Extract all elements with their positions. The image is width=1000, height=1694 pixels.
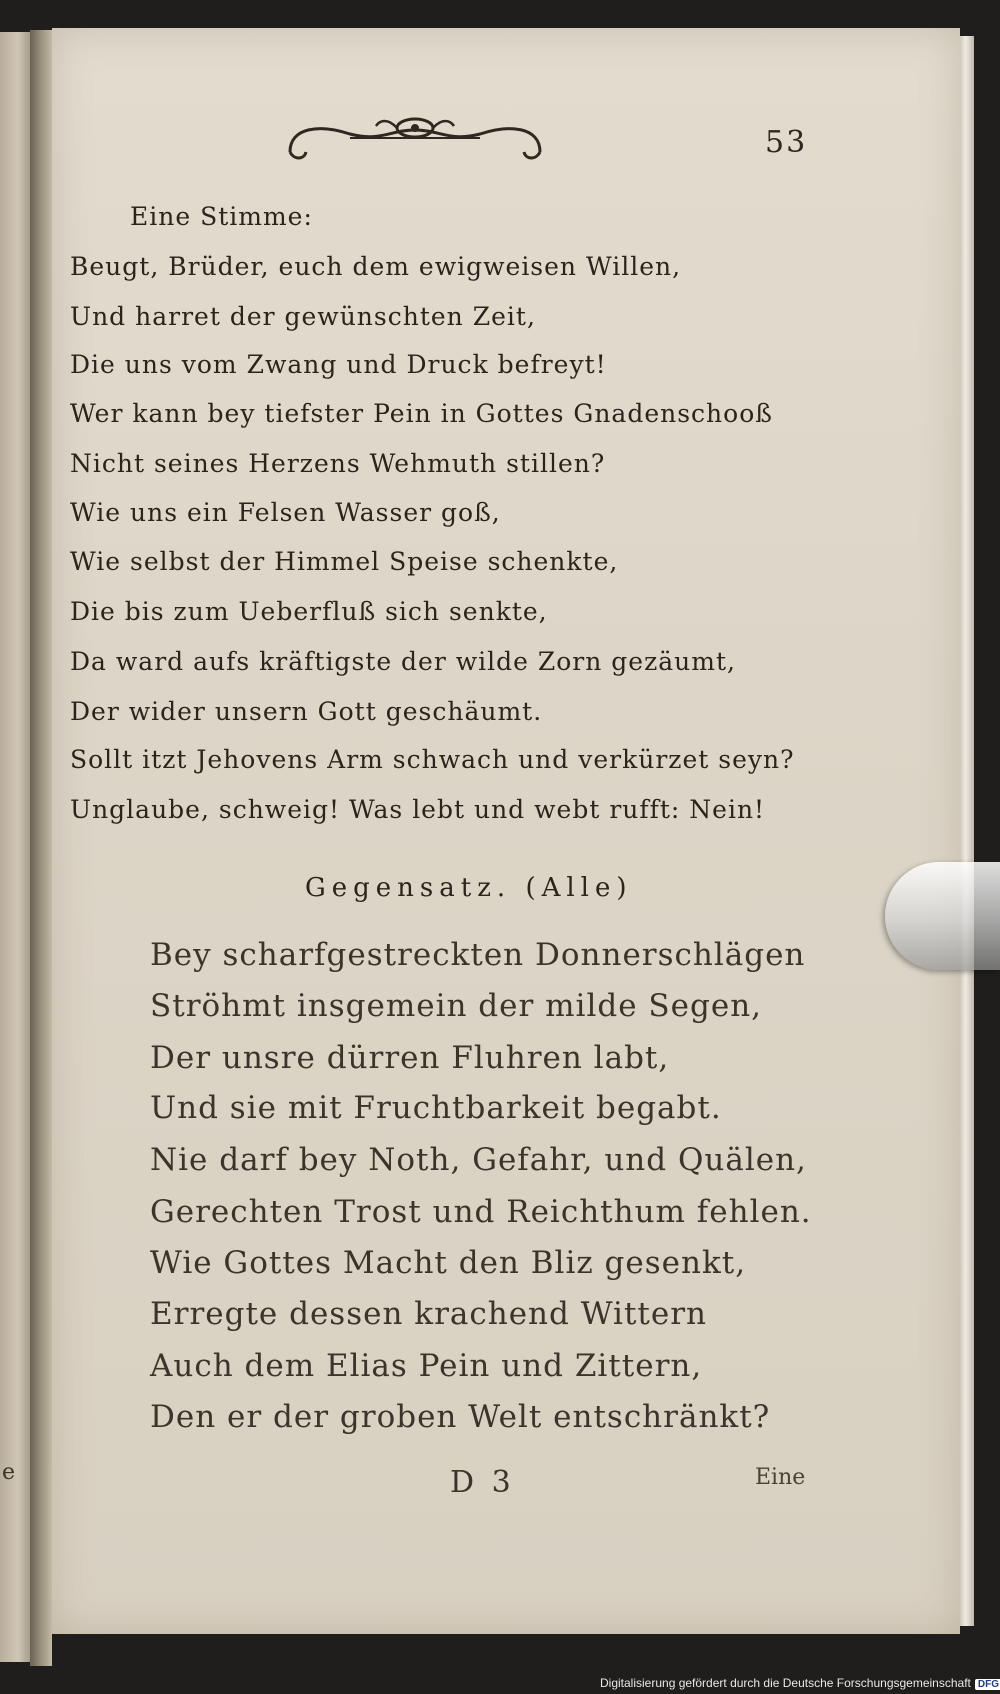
verse-line: Wie uns ein Felsen Wasser goß, (70, 498, 501, 527)
previous-page-margin-text: e (2, 1460, 16, 1485)
verse-line: Der unsre dürren Fluhren labt, (150, 1040, 670, 1076)
verse-line: Wie Gottes Macht den Bliz gesenkt, (150, 1245, 747, 1281)
verse-line: Die bis zum Ueberfluß sich senkte, (70, 597, 548, 626)
verse-line: Und sie mit Fruchtbarkeit begabt. (150, 1090, 722, 1126)
verse-line: Nie darf bey Noth, Gefahr, und Quälen, (150, 1142, 807, 1178)
verse-line: Nicht seines Herzens Wehmuth stillen? (70, 449, 606, 478)
page-stack-edge (960, 36, 974, 1626)
digitization-footer (600, 1676, 1000, 1690)
ornament-icon (280, 112, 550, 172)
verse-line: Bey scharfgestreckten Donnerschlägen (150, 937, 806, 973)
verse-line: Sollt itzt Jehovens Arm schwach und verkürzet seyn? (70, 745, 795, 774)
section-heading: Gegensatz. (Alle) (305, 873, 633, 903)
verse-line: Der wider unsern Gott geschäumt. (70, 697, 543, 726)
verse-line: Beugt, Brüder, euch dem ewigweisen Willen, (70, 252, 682, 281)
dfg-logo-icon: DFG (975, 1679, 1000, 1690)
verse-line: Wer kann bey tiefster Pein in Gottes Gnadenschooß (70, 399, 773, 428)
page-clip (885, 862, 1000, 970)
verse-line: Und harret der gewünschten Zeit, (70, 302, 536, 331)
speaker-label: Eine Stimme: (130, 202, 313, 231)
verse-line: Die uns vom Zwang und Druck befreyt! (70, 350, 607, 379)
book-spine (30, 30, 52, 1666)
verse-line: Unglaube, schweig! Was lebt und webt rufft: Nein! (70, 795, 766, 824)
verse-line: Erregte dessen krachend Wittern (150, 1296, 707, 1332)
catchword: Eine (755, 1465, 806, 1490)
footer-text: Digitalisierung gefördert durch die Deutsche Forschungsgemeinschaft (600, 1676, 971, 1690)
previous-page-edge (0, 32, 32, 1662)
verse-line: Gerechten Trost und Reichthum fehlen. (150, 1194, 812, 1230)
verse-line: Wie selbst der Himmel Speise schenkte, (70, 547, 619, 576)
verse-line: Auch dem Elias Pein und Zittern, (150, 1348, 703, 1384)
page-number: 53 (765, 125, 808, 160)
verse-line: Da ward aufs kräftigste der wilde Zorn gezäumt, (70, 647, 736, 676)
signature-mark: D 3 (450, 1465, 515, 1500)
verse-line: Den er der groben Welt entschränkt? (150, 1399, 771, 1435)
verse-line: Ströhmt insgemein der milde Segen, (150, 988, 763, 1024)
